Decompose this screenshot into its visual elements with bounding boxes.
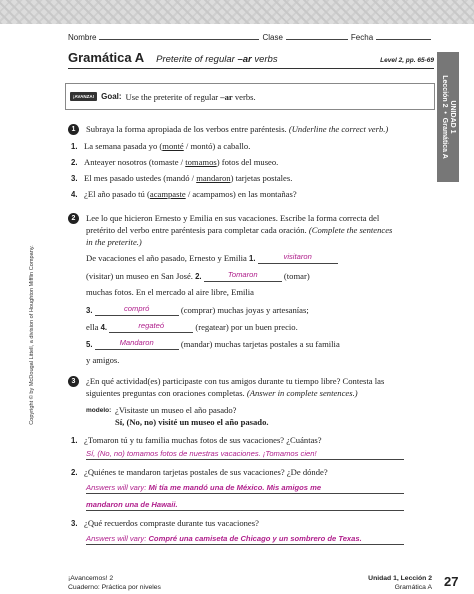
section-label: Gramática A	[441, 117, 448, 159]
s1-item-2: 2. Anteayer nosotros (tomaste / tomamos) fotos del museo.	[71, 157, 279, 167]
footer-section: Gramática A	[394, 584, 432, 591]
s1-item-1-answer[interactable]: monté	[162, 141, 184, 151]
s2-blank-2[interactable]: Tomaron	[204, 271, 282, 282]
s2-blank-1[interactable]: visitaron	[258, 253, 338, 264]
goal-box	[65, 83, 435, 110]
s2-line-4: 3. compró (comprar) muchas joyas y artesanías;	[86, 304, 309, 315]
fecha-field[interactable]	[376, 39, 431, 40]
s2-blank-3[interactable]: compró	[95, 305, 179, 316]
nombre-field[interactable]	[99, 39, 259, 40]
nombre-label: Nombre	[68, 33, 97, 42]
copyright-notice: Copyright © by McDougal Littell, a division of Houghton Mifflin Company.	[29, 245, 35, 425]
footer-book-subtitle: Cuaderno: Práctica por niveles	[68, 584, 161, 591]
level-reference: Level 2, pp. 65-69	[380, 57, 434, 64]
section-2-instr-line-2: pretérito del verbo entre paréntesis para completar cada oración. (Complete the sentences	[86, 225, 393, 235]
modelo-label: modelo:	[86, 407, 112, 414]
s3-question-2: 2. ¿Quiénes te mandaron tarjetas postales de sus vacaciones? ¿De dónde?	[71, 467, 328, 477]
student-info-line	[68, 30, 434, 42]
section-2-instr-line-1: Lee lo que hicieron Ernesto y Emilia en sus vacaciones. Escribe la forma correcta del	[86, 213, 380, 223]
s2-line-6: 5. Mandaron (mandar) muchas tarjetas postales a su familia	[86, 338, 340, 349]
unit-side-tab: UNIDAD 1 Lección 2 • Gramática A	[437, 52, 459, 182]
section-3-instr-line-1: ¿En qué actividad(es) participaste con tus amigos durante tu tiempo libre? Contesta las	[86, 376, 385, 386]
modelo-question: ¿Visitaste un museo el año pasado?	[115, 405, 237, 415]
s3-answer-2-line-1[interactable]: Answers will vary: Mi tía me mandó una de México. Mis amigos me	[86, 483, 404, 494]
page-number: 27	[444, 574, 459, 589]
s2-line-3: muchas fotos. En el mercado al aire libre, Emilia	[86, 287, 254, 297]
s2-line-2: (visitar) un museo en San José. 2. Tomaron (tomar)	[86, 270, 310, 281]
footer-right	[368, 574, 432, 592]
goal-label: Goal:	[101, 92, 122, 101]
s1-item-3-answer[interactable]: mandaron	[196, 173, 231, 183]
s3-question-1: 1. ¿Tomaron tú y tu familia muchas fotos de sus vacaciones? ¿Cuántas?	[71, 435, 322, 445]
s1-item-3: 3. El mes pasado ustedes (mandó / mandaron) tarjetas postales.	[71, 173, 293, 183]
section-1-instructions: Subraya la forma apropiada de los verbos entre paréntesis. (Underline the correct verb.)	[86, 124, 389, 134]
s3-question-3: 3. ¿Qué recuerdos compraste durante tus vacaciones?	[71, 518, 259, 528]
avanza-badge: ¡AVANZA!	[70, 92, 97, 101]
page-title: Gramática A	[68, 50, 145, 65]
clase-label: Clase	[262, 33, 283, 42]
s1-item-2-answer[interactable]: tomamos	[185, 157, 217, 167]
s2-blank-4[interactable]: regateó	[109, 322, 193, 333]
s2-line-1: De vacaciones el año pasado, Ernesto y Emilia 1. visitaron	[86, 253, 338, 264]
footer-book-title: ¡Avancemos! 2	[68, 575, 114, 582]
fecha-label: Fecha	[350, 33, 374, 42]
page-subtitle: Preterite of regular –ar verbs	[156, 54, 278, 65]
section-3-number: 3	[68, 376, 79, 387]
s1-item-4-answer[interactable]: acampaste	[149, 189, 186, 199]
clase-field[interactable]	[286, 39, 348, 40]
s1-item-1: 1. La semana pasada yo (monté / montó) a caballo.	[71, 141, 251, 151]
s2-line-5: ella 4. regateó (regatear) por un buen precio.	[86, 321, 298, 332]
footer-unit-lesson: Unidad 1, Lección 2	[368, 575, 432, 582]
section-2-number: 2	[68, 213, 79, 224]
s2-blank-5[interactable]: Mandaron	[95, 339, 179, 350]
section-2-instr-line-3: in the preterite.)	[86, 237, 142, 247]
unit-label: UNIDAD 1	[449, 100, 456, 134]
worksheet-title	[68, 50, 434, 66]
decorative-top-band	[0, 0, 474, 24]
section-3-instr-line-2: siguientes preguntas con oraciones completas. (Answer in complete sentences.)	[86, 388, 358, 398]
s3-answer-2-line-2[interactable]: mandaron una de Hawaii.	[86, 500, 404, 511]
footer-left	[68, 574, 161, 592]
modelo-answer: Sí, (No, no) visité un museo el año pasado.	[115, 417, 269, 427]
goal-text: Use the preterite of regular –ar verbs.	[125, 91, 256, 102]
lesson-label: Lección 2	[441, 75, 448, 108]
s2-line-7: y amigos.	[86, 355, 120, 365]
s3-answer-1-line[interactable]: Sí, (No, no) tomamos fotos de nuestras vacaciones. ¡Tomamos cien!	[86, 449, 404, 460]
s3-answer-3-line[interactable]: Answers will vary: Compré una camiseta de Chicago y un sombrero de Texas.	[86, 534, 404, 545]
section-1-number: 1	[68, 124, 79, 135]
s1-item-4: 4. ¿El año pasado tú (acampaste / acampamos) en las montañas?	[71, 189, 297, 199]
title-divider	[68, 68, 434, 69]
